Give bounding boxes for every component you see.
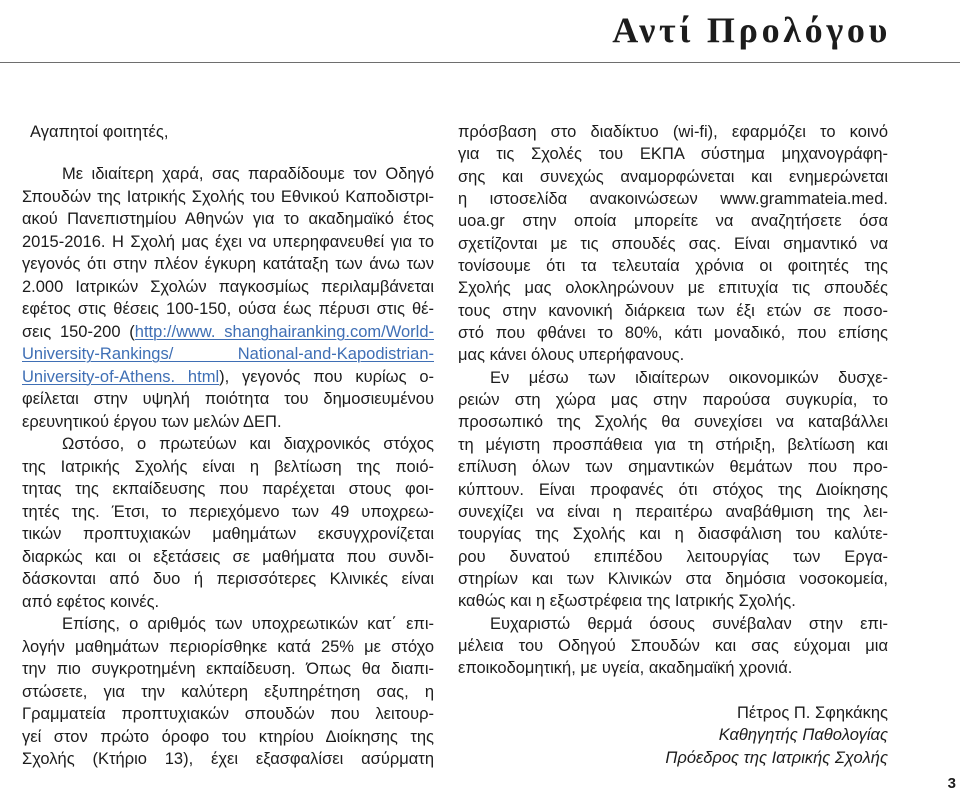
text-line: Εν μέσω των ιδιαίτερων οικονομικών δυσχε- xyxy=(490,368,888,387)
text-line: από εφέτος κοινές. xyxy=(22,592,160,611)
text-line: στηρίων και των Κλινικών στα δημόσια νοσοκομεία, xyxy=(458,569,888,588)
paragraph xyxy=(22,163,434,433)
text-line: την πιο συγκροτημένη εκπαίδευση. Όπως θα διαπι- xyxy=(22,660,434,678)
text-line: κύπτουν. Είναι προφανές ότι στόχος της Διοίκησης xyxy=(458,480,888,499)
signature-role: Πρόεδρος της Ιατρικής Σχολής xyxy=(665,748,888,767)
signature-block xyxy=(458,702,888,769)
text-line: της Ιατρικής Σχολής είναι η βελτίωση της ποιό- xyxy=(22,457,434,476)
page-number: 3 xyxy=(947,775,956,792)
text-line: Ευχαριστώ θερμά όσους συνέβαλαν στην επι- xyxy=(490,614,888,633)
ranking-url-link[interactable]: University-Rankings/ National-and-Kapodistrian- xyxy=(22,345,434,363)
text-line: τους στην κανονική διάρκεια των έξι ετών σε ποσο- xyxy=(458,301,888,320)
paragraph xyxy=(458,367,888,613)
text-line: Σχολής (Κτήριο 13), έχει εξασφαλίσει ασύρματη xyxy=(22,750,434,768)
text-line: επίλυση όλων των σημαντικών θεμάτων που προ- xyxy=(458,458,888,477)
text-line: ρου δυνατού επιπέδου λειτουργίας των Εργα- xyxy=(458,547,888,566)
ranking-url-link[interactable]: http://www. shanghairanking.com/World- xyxy=(134,322,434,341)
header-rule xyxy=(0,62,960,63)
text-line: συνεχίζει να είναι η περαιτέρω αναβάθμιση της λει- xyxy=(458,502,888,521)
paragraph xyxy=(22,433,434,613)
paragraph xyxy=(458,121,888,367)
signature-name: Πέτρος Π. Σφηκάκης xyxy=(736,703,888,722)
text-line: ερευνητικού έργου των μελών ΔΕΠ. xyxy=(22,412,282,431)
text-line: για τις Σχολές του ΕΚΠΑ σύστημα μηχανογράφη- xyxy=(458,145,888,164)
text-line xyxy=(22,343,434,366)
text-line: μέλεια του Οδηγού Σπουδών και σας εύχομαι μια xyxy=(458,636,888,655)
text-line: uoa.gr στην οποία μπορείτε να αναζητήσετε όσα xyxy=(458,212,888,231)
text-line: τικών προπτυχιακών μαθημάτων εκσυγχρονίζεται xyxy=(22,525,434,543)
text-line: εφέτος στις θέσεις 100-150, ούσα έως πέρυσι στις θέ- xyxy=(22,300,434,318)
line-text: σεις 150-200 ( xyxy=(22,322,135,341)
line-text: ), γεγονός που κυρίως ο- xyxy=(219,367,434,386)
text-line: τουργίας της Σχολής και η διασφάλιση του καλύτε- xyxy=(458,525,888,544)
text-line: μας κάνει όλους υπερήφανους. xyxy=(458,346,685,365)
text-line: στώσετε, για την καλύτερη εξυπηρέτηση σας, η xyxy=(22,682,434,701)
page-title: Αντί Προλόγου xyxy=(612,10,891,50)
text-line: ακού Πανεπιστημίου Αθηνών για το ακαδημαϊκό έτος xyxy=(22,210,434,228)
text-line: σης και συνεχώς αναμορφώνεται και ενημερώνεται xyxy=(458,167,888,186)
text-line: στό που φθάνει το 80%, κάτι μοναδικό, που επίσης xyxy=(458,324,888,343)
text-line: διαρκώς και οι εξετάσεις σε μαθήματα που συνδι- xyxy=(22,547,434,566)
text-line: τητας της εκπαίδευσης που παρέχεται στους φοι- xyxy=(22,480,434,498)
text-line: καθώς και η εξωστρέφεια της Ιατρικής Σχολής. xyxy=(458,592,796,611)
text-line: η ιστοσελίδα ανακοινώσεων www.grammateia.med. xyxy=(458,190,888,209)
paragraph xyxy=(458,613,888,680)
text-line: 2.000 Ιατρικών Σχολών παγκοσμίως περιλαμβάνεται xyxy=(22,277,434,296)
text-line: πρόσβαση στο διαδίκτυο (wi-fi), εφαρμόζει το κοινό xyxy=(458,123,888,141)
text-line: 2015-2016. Η Σχολή μας έχει να υπερηφανευθεί για το xyxy=(22,232,434,251)
text-line: τη μέγιστη προσπάθεια για τη στήριξη, βελτίωση και xyxy=(458,435,888,454)
text-line: δάσκονται από δυο ή περισσότερες Κλινικές είναι xyxy=(22,570,434,588)
salutation: Αγαπητοί φοιτητές, xyxy=(30,123,169,141)
text-line: λογήν μαθημάτων περιορίσθηκε κατά 25% με στόχο xyxy=(22,637,434,656)
text-line: Σχολής μας ολοκληρώνουν με επιτυχία τις σπουδές xyxy=(458,279,888,298)
text-line: τητές της. Έτσι, το περιεχόμενο των 49 υποχρεω- xyxy=(22,502,434,521)
text-line: Γραμματεία προπτυχιακών σπουδών που λειτουρ- xyxy=(22,705,434,723)
text-line: σχετίζονται με τις σπουδές σας. Είναι σημαντικό να xyxy=(458,234,888,253)
paragraph xyxy=(22,613,434,771)
right-column xyxy=(458,121,888,769)
ranking-url-link[interactable]: University-of-Athens. html xyxy=(22,367,220,386)
text-line: Σπουδών της Ιατρικής Σχολής του Εθνικού Καποδιστρι- xyxy=(22,187,434,206)
text-line: γεί στον πρώτο όροφο του κτηρίου Διοίκησης της xyxy=(22,727,434,746)
text-line: Με ιδιαίτερη χαρά, σας παραδίδουμε τον Οδηγό xyxy=(62,165,434,183)
text-line: τονίσουμε ότι τα τελευταία χρόνια οι φοιτητές της xyxy=(458,257,888,276)
text-line xyxy=(22,366,434,389)
text-line: προσωπικό της Σχολής θα συνεχίσει να καταβάλλει xyxy=(458,413,888,432)
text-line: εποικοδομητική, με υγεία, ακαδημαϊκή χρονιά. xyxy=(458,659,793,678)
text-line: Ωστόσο, ο πρωτεύων και διαχρονικός στόχος xyxy=(62,435,434,453)
text-line: γεγονός ότι στην πλέον έγκυρη κατάταξη των άνω των xyxy=(22,255,434,273)
text-line: Επίσης, ο αριθμός των υποχρεωτικών κατ΄ επι- xyxy=(62,615,434,633)
text-line: φείλεται στην υψηλή ποιότητα του δημοσιευμένου xyxy=(22,390,434,408)
signature-title: Καθηγητής Παθολογίας xyxy=(718,726,888,745)
text-line xyxy=(22,321,434,344)
left-column xyxy=(22,121,434,771)
text-line: ρειών στη χώρα μας στην παρούσα συγκυρία, το xyxy=(458,391,888,410)
